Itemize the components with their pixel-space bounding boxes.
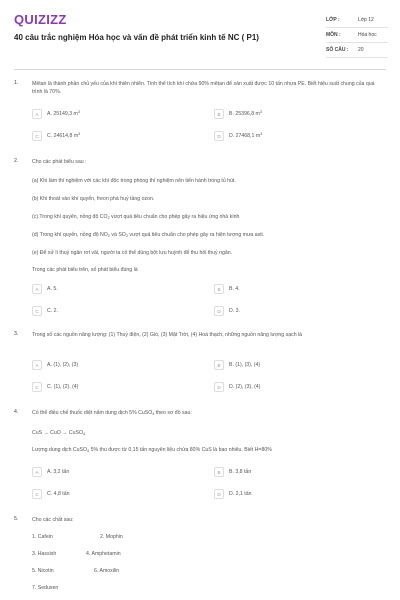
option-text: A. 3,2 tấn (47, 469, 70, 475)
substance-item: 7. Seduxen (32, 585, 59, 591)
option-b[interactable] (214, 466, 251, 478)
option-c[interactable] (32, 305, 58, 317)
worksheet-title: 40 câu trắc nghiệm Hóa học và vấn đề phát triển kinh tế NC ( P1) (14, 33, 259, 42)
statement-b: (b) Khi thoát vào khí quyển, freon phá huỷ tầng ozon. (32, 196, 155, 202)
option-a[interactable] (32, 283, 58, 295)
option-letter: B (214, 109, 224, 119)
option-d[interactable] (214, 130, 262, 142)
question-intro: Cho các phát biểu sau : (32, 159, 87, 165)
meta-key: MÔN : (326, 32, 341, 38)
question-text: Mêtan là thành phần chủ yếu của khí thiên nhiên. Tính thể tích khí chứa 90% mêtan để sản xuất được 10 tấn nhựa PE. Biết hiệu suất chung của quá trình là 70%. (32, 81, 375, 95)
question-2 (14, 158, 386, 318)
option-letter: C (32, 382, 42, 392)
option-d[interactable] (214, 488, 252, 500)
option-text: C. (1), (2), (4) (47, 384, 79, 390)
option-letter: D (214, 489, 224, 499)
meta-row-count (326, 43, 388, 58)
option-text: B. 3,8 tấn (229, 469, 252, 475)
worksheet-meta (326, 13, 388, 58)
option-d[interactable] (214, 305, 240, 317)
question-5 (14, 516, 386, 600)
option-b[interactable] (214, 359, 260, 371)
question-4 (14, 409, 386, 505)
quizizz-logo: QUIZIZZ (14, 12, 67, 27)
question-intro: Cho các chất sau: (32, 517, 74, 523)
statement-d: (d) Trong khí quyển, nồng độ NO2 và SO2 vượt quá tiêu chuẩn cho phép gây ra hiện tượng mưa axit. (32, 232, 265, 238)
question-number: 1. (14, 80, 19, 86)
option-letter: C (32, 131, 42, 141)
statement-a: (a) Khi làm thí nghiệm với các khí độc trong phòng thí nghiệm nên tiến hành trong tủ hút. (32, 178, 236, 184)
option-c[interactable] (32, 381, 78, 393)
question-1 (14, 80, 386, 150)
option-text: A. (1), (2), (3) (47, 362, 79, 368)
question-3 (14, 331, 386, 401)
reaction-scheme: CuS → CuO → CuSO4 (32, 430, 86, 436)
substance-item: 2. Mophin (100, 534, 123, 540)
option-text: A. 25149,3 $m^3$ (47, 110, 80, 117)
meta-key: SỐ CÂU : (326, 47, 349, 53)
option-a[interactable] (32, 359, 78, 371)
option-letter: D (214, 131, 224, 141)
option-a[interactable] (32, 108, 80, 120)
option-letter: A (32, 284, 42, 294)
substance-item: 5. Nicotin (32, 568, 54, 574)
option-letter: B (214, 360, 224, 370)
option-letter: D (214, 306, 224, 316)
question-text: Có thể điều chế thuốc diệt nấm dung dịch 5% CuSO4 theo sơ đồ sau: (32, 410, 192, 416)
option-letter: B (214, 467, 224, 477)
substance-item: 6. Amoxilin (94, 568, 120, 574)
option-text: D. 27468,1 $m^3$ (229, 132, 263, 139)
question-number: 2. (14, 158, 19, 164)
option-text: B. 25396,8 $m^3$ (229, 110, 262, 117)
option-letter: D (214, 382, 224, 392)
option-b[interactable] (214, 108, 262, 120)
option-text: C. 4,8 tấn (47, 491, 70, 497)
option-text: C. 24614,8 $m^3$ (47, 132, 81, 139)
option-text: B. 4. (229, 286, 240, 292)
question-number: 5. (14, 516, 19, 522)
substance-item: 1. Cafein (32, 534, 53, 540)
meta-value: 20 (358, 47, 364, 53)
option-d[interactable] (214, 381, 260, 393)
option-letter: C (32, 489, 42, 499)
option-c[interactable] (32, 130, 80, 142)
option-letter: A (32, 109, 42, 119)
option-b[interactable] (214, 283, 240, 295)
meta-key: LỚP : (326, 17, 340, 23)
option-text: A. 5. (47, 286, 58, 292)
meta-row-subject (326, 28, 388, 43)
option-text: B. (1), (3), (4) (229, 362, 261, 368)
option-text: D. 2,1 tấn (229, 491, 252, 497)
header-divider (14, 69, 386, 70)
statement-c: (c) Trong khí quyển, nồng độ CO2 vượt quá tiêu chuẩn cho phép gây ra hiệu ứng nhà kính (32, 214, 240, 220)
question-ask: Trong các phát biểu trên, số phát biểu đúng là (32, 267, 138, 273)
option-text: D. 3. (229, 308, 240, 314)
statement-e: (e) Để xử lí thuỷ ngân rơi vãi, người ta có thể dùng bột lưu huỳnh để thu hồi thuỷ ngân. (32, 250, 233, 256)
question-number: 3. (14, 331, 19, 337)
option-letter: A (32, 467, 42, 477)
option-text: C. 2. (47, 308, 58, 314)
option-c[interactable] (32, 488, 70, 500)
meta-value: Lớp 12 (358, 17, 374, 23)
option-letter: C (32, 306, 42, 316)
substance-item: 3. Hassish (32, 551, 57, 557)
question-text: Trong số các nguồn năng lượng: (1) Thuỷ điện, (2) Gió, (3) Mặt Trời, (4) Hoá thạch, những nguồn năng lượng sạch là (32, 332, 303, 338)
option-text: D. (2), (3), (4) (229, 384, 261, 390)
question-detail: Lượng dung dịch CuSO4 5% thu được từ 0,15 tấn nguyên liệu chứa 80% CuS là bao nhiêu. Biết H=80% (32, 447, 272, 453)
option-letter: B (214, 284, 224, 294)
meta-row-class (326, 13, 388, 28)
option-letter: A (32, 360, 42, 370)
meta-value: Hóa học (358, 32, 377, 38)
substance-item: 4. Amphetamin (86, 551, 121, 557)
question-number: 4. (14, 409, 19, 415)
option-a[interactable] (32, 466, 69, 478)
